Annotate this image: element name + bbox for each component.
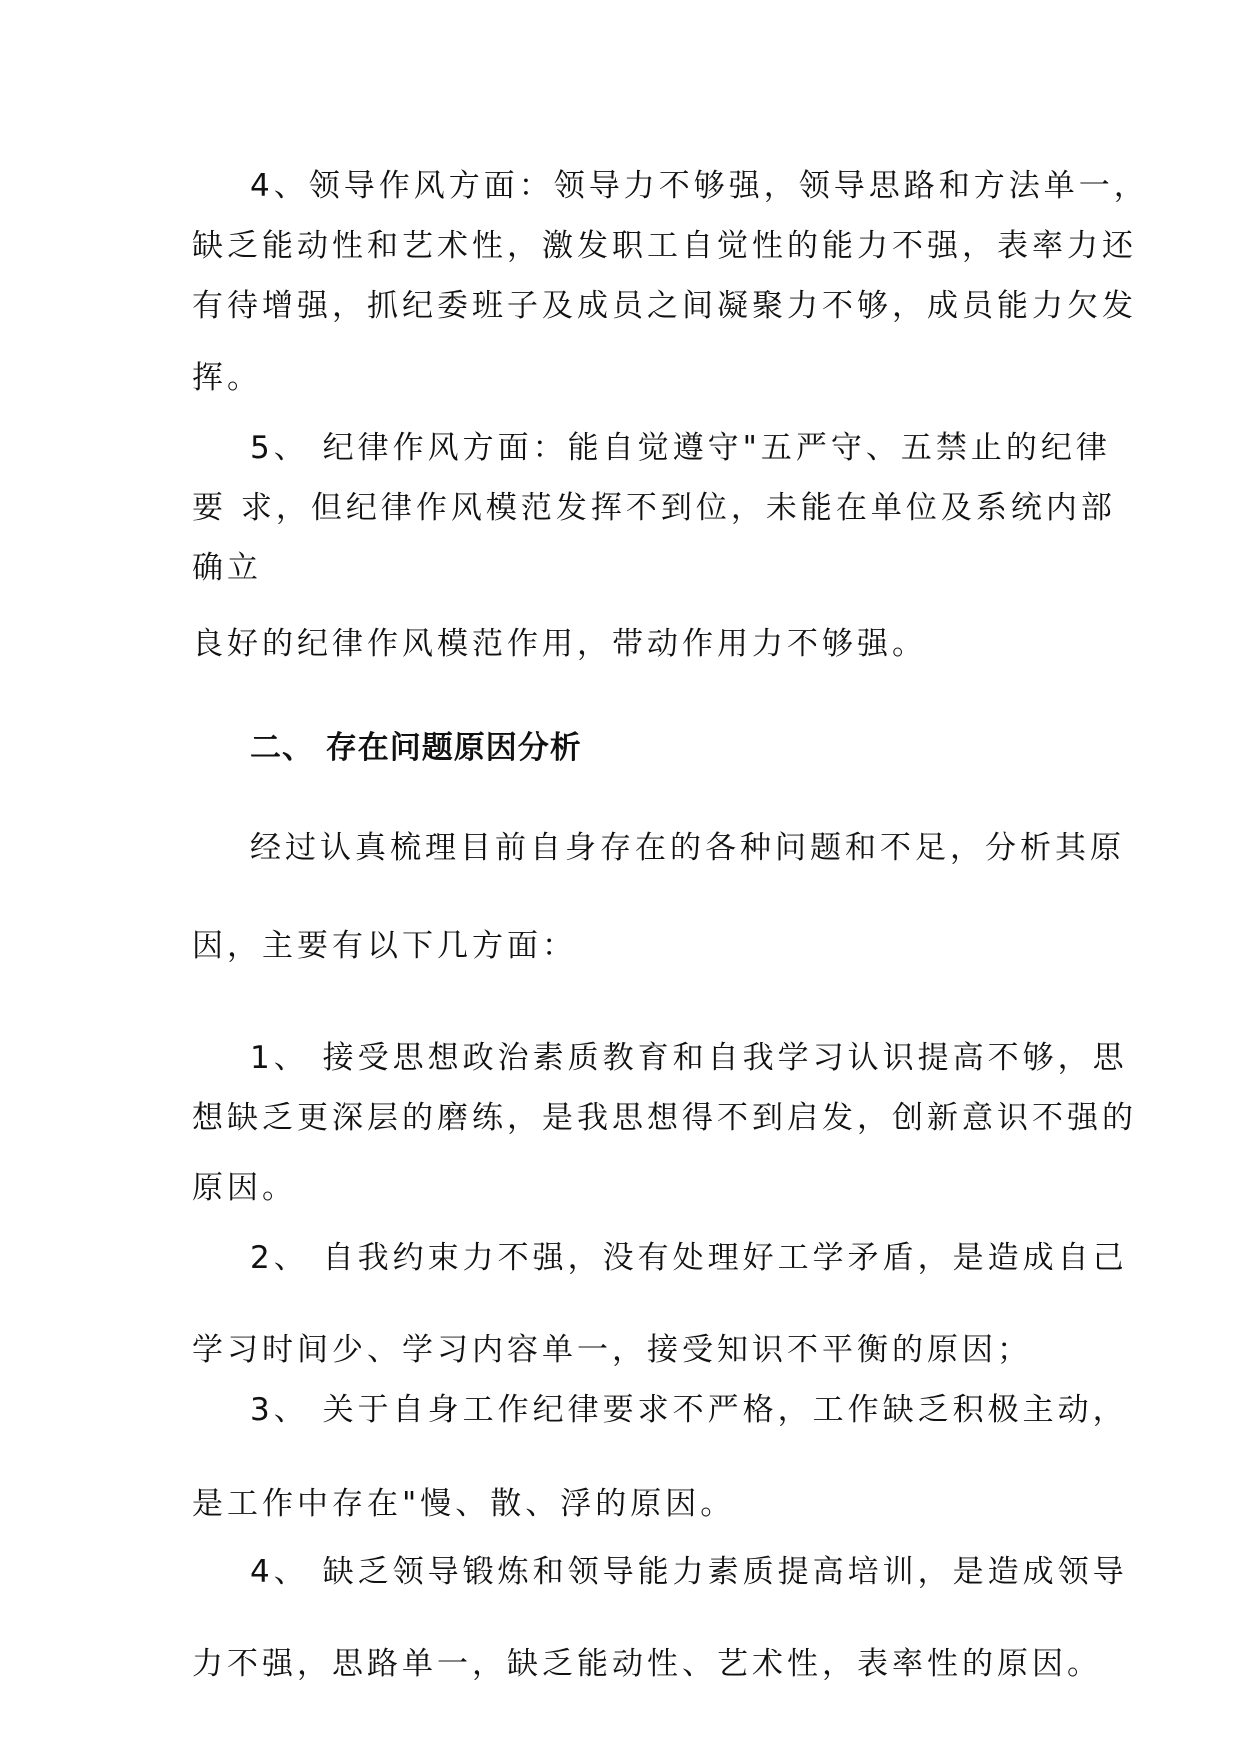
intro-line-1: 经过认真梳理目前自身存在的各种问题和不足，分析其原 xyxy=(250,830,1125,866)
paragraph-5-line-4: 良好的纪律作风模范作用，带动作用力不够强。 xyxy=(192,626,927,662)
paragraph-4-line-3: 有待增强，抓纪委班子及成员之间凝聚力不够，成员能力欠发 xyxy=(192,288,1137,324)
reason-1-line-3: 原因。 xyxy=(192,1170,297,1206)
paragraph-5-line-1: 5、 纪律作风方面：能自觉遵守"五严守、五禁止的纪律 xyxy=(250,430,1111,466)
reason-2-line-2: 学习时间少、学习内容单一，接受知识不平衡的原因； xyxy=(192,1332,1032,1368)
paragraph-4-line-4: 挥。 xyxy=(192,360,262,396)
reason-2-line-1: 2、 自我约束力不强，没有处理好工学矛盾，是造成自己 xyxy=(250,1240,1128,1276)
section-heading: 二、 存在问题原因分析 xyxy=(250,730,582,766)
paragraph-5-line-2: 要 求，但纪律作风模范发挥不到位，未能在单位及系统内部 xyxy=(192,490,1116,526)
reason-1-line-1: 1、 接受思想政治素质教育和自我学习认识提高不够，思 xyxy=(250,1040,1128,1076)
reason-3-line-2: 是工作中存在"慢、散、浮的原因。 xyxy=(192,1486,736,1522)
paragraph-5-line-3: 确立 xyxy=(192,550,262,586)
paragraph-4-line-2: 缺乏能动性和艺术性，激发职工自觉性的能力不强，表率力还 xyxy=(192,228,1137,264)
reason-3-line-1: 3、 关于自身工作纪律要求不严格，工作缺乏积极主动， xyxy=(250,1392,1128,1428)
reason-1-line-2: 想缺乏更深层的磨练，是我思想得不到启发，创新意识不强的 xyxy=(192,1100,1137,1136)
intro-line-2: 因，主要有以下几方面： xyxy=(192,928,577,964)
reason-4-line-1: 4、 缺乏领导锻炼和领导能力素质提高培训，是造成领导 xyxy=(250,1554,1128,1590)
paragraph-4-line-1: 4、领导作风方面：领导力不够强，领导思路和方法单一， xyxy=(250,168,1149,204)
reason-4-line-2: 力不强，思路单一，缺乏能动性、艺术性，表率性的原因。 xyxy=(192,1646,1102,1682)
